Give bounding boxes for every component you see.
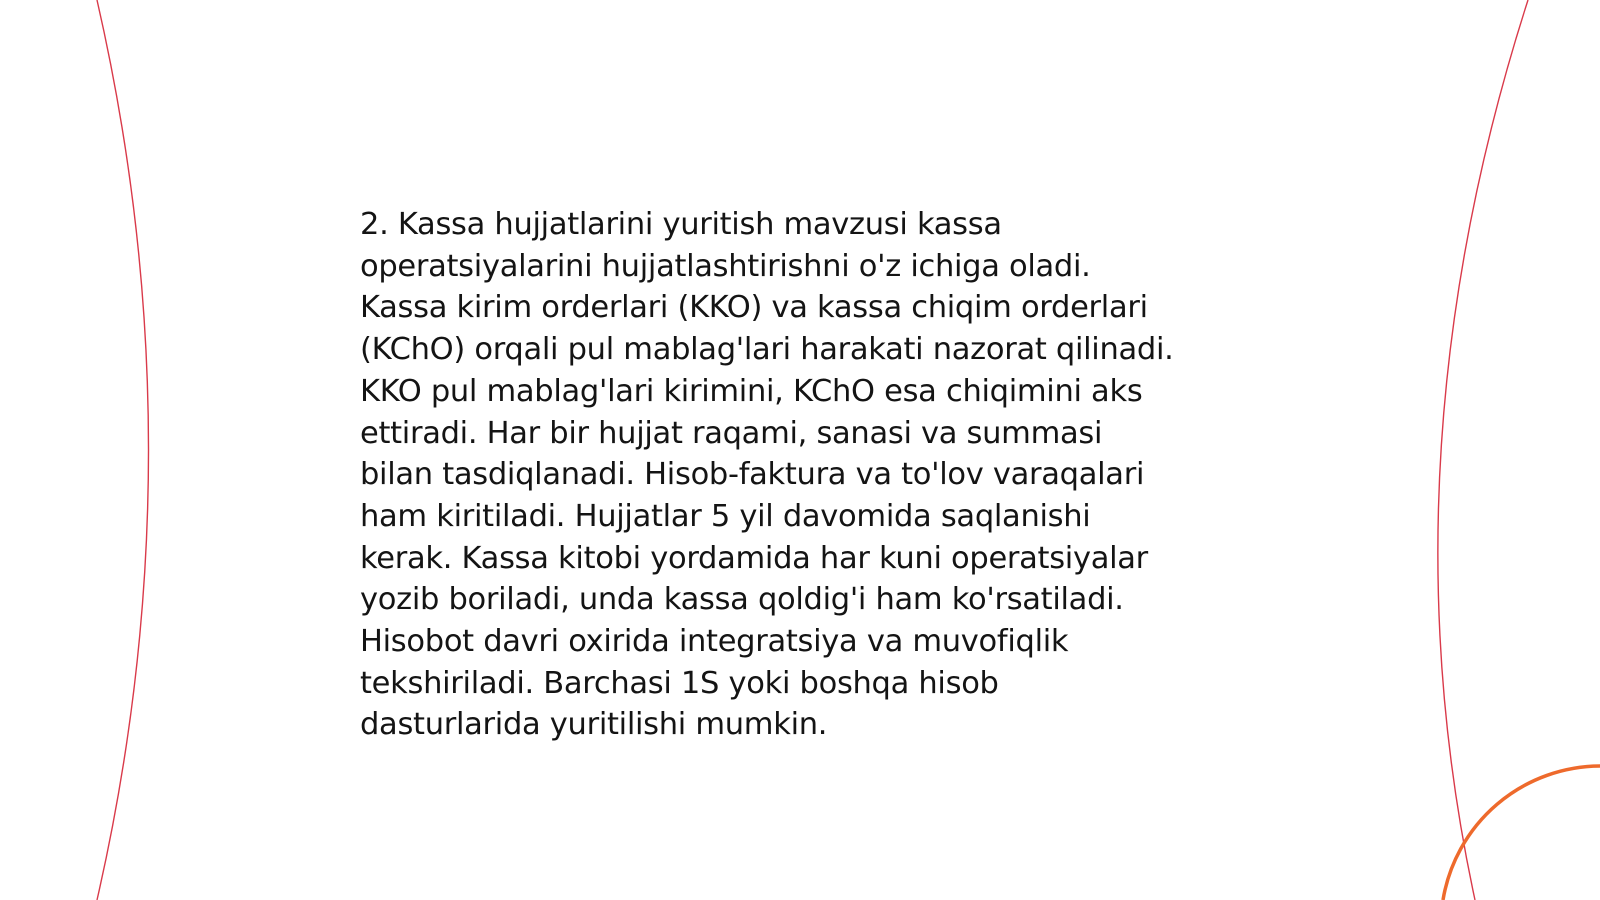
body-line-6: ettiradi. Har bir hujjat raqami, sanasi va summasi — [360, 415, 1103, 451]
body-line-11: Hisobot davri oxirida integratsiya va muvofiqlik — [360, 624, 1069, 660]
body-line-8: ham kiritiladi. Hujjatlar 5 yil davomida saqlanishi — [360, 498, 1091, 534]
body-line-9: kerak. Kassa kitobi yordamida har kuni operatsiyalar — [360, 540, 1148, 576]
left-curve-line — [97, 0, 149, 900]
body-line-3: Kassa kirim orderlari (KKO) va kassa chiqim orderlari — [360, 290, 1148, 326]
body-line-13: dasturlarida yuritilishi mumkin. — [360, 707, 828, 743]
body-line-1: 2. Kassa hujjatlarini yuritish mavzusi kassa — [360, 207, 1002, 242]
body-line-7: bilan tasdiqlanadi. Hisob-faktura va to'lov varaqalari — [360, 457, 1145, 493]
body-line-2: operatsiyalarini hujjatlashtirishni o'z ichiga oladi. — [360, 248, 1091, 284]
body-line-5: KKO pul mablag'lari kirimini, KChO esa chiqimini aks — [360, 373, 1143, 409]
body-line-10: yozib boriladi, unda kassa qoldig'i ham ko'rsatiladi. — [360, 582, 1124, 618]
orange-accent-arc — [1443, 766, 1600, 900]
right-curve-line — [1438, 0, 1528, 900]
body-line-4: (KChO) orqali pul mablag'lari harakati nazorat qilinadi. — [360, 332, 1174, 368]
body-line-12: tekshiriladi. Barchasi 1S yoki boshqa hisob — [360, 665, 999, 701]
body-paragraph — [360, 204, 1260, 746]
